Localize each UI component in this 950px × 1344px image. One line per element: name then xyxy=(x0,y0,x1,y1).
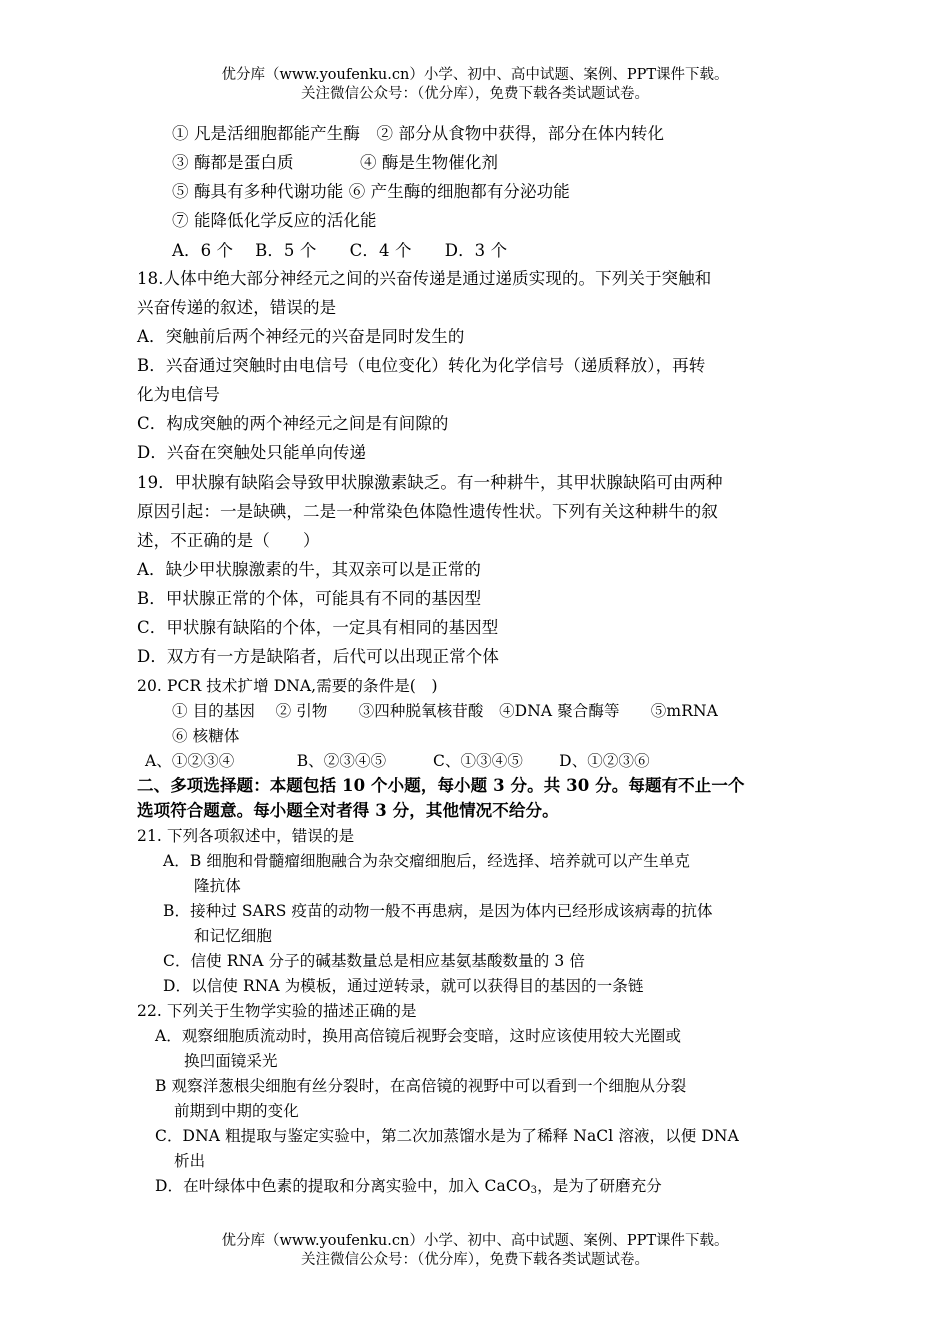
q19-stem-1: 19．甲状腺有缺陷会导致甲状腺激素缺乏。有一种耕牛，其甲状腺缺陷可由两种 xyxy=(137,473,723,492)
q20-stem: 20. PCR 技术扩增 DNA,需要的条件是( ) xyxy=(137,677,438,695)
q22-stem: 22. 下列关于生物学实验的描述正确的是 xyxy=(137,1002,417,1020)
q22-option-c-1: C．DNA 粗提取与鉴定实验中，第二次加蒸馏水是为了稀释 NaCl 溶液，以便 DNA xyxy=(155,1127,739,1145)
q21-option-d: D．以信使 RNA 为模板，通过逆转录，就可以获得目的基因的一条链 xyxy=(163,977,644,995)
q17-statement-2: ③ 酶都是蛋白质 ④ 酶是生物催化剂 xyxy=(172,153,499,172)
q22-option-b-2: 前期到中期的变化 xyxy=(174,1102,299,1120)
header-line-1: 优分库（www.youfenku.cn）小学、初中、高中试题、案例、PPT课件下载。 xyxy=(221,67,729,83)
q22-option-c-2: 析出 xyxy=(174,1152,206,1170)
q22-option-d xyxy=(155,1175,662,1197)
q21-option-c: C．信使 RNA 分子的碱基数量总是相应基氨基酸数量的 3 倍 xyxy=(163,952,585,970)
q18-option-b-2: 化为电信号 xyxy=(137,385,220,404)
q18-option-b-1: B．兴奋通过突触时由电信号（电位变化）转化为化学信号（递质释放），再转 xyxy=(137,356,706,375)
q22-option-d-text: D．在叶绿体中色素的提取和分离实验中，加入 CaCO xyxy=(155,1177,531,1195)
q20-items-1: ① 目的基因 ② 引物 ③四种脱氧核苷酸 ④DNA 聚合酶等 ⑤mRNA xyxy=(172,702,718,720)
q22-option-a-2: 换凹面镜采光 xyxy=(184,1052,278,1070)
footer-line-1: 优分库（www.youfenku.cn）小学、初中、高中试题、案例、PPT课件下载。 xyxy=(221,1233,729,1249)
q21-option-b-1: B．接种过 SARS 疫苗的动物一般不再患病，是因为体内已经形成该病毒的抗体 xyxy=(163,902,713,920)
q19-option-b: B．甲状腺正常的个体，可能具有不同的基因型 xyxy=(137,589,482,608)
section2-heading-1: 二、多项选择题：本题包括 10 个小题，每小题 3 分。共 30 分。每题有不止一个 xyxy=(137,776,745,795)
q19-option-a: A．缺少甲状腺激素的牛，其双亲可以是正常的 xyxy=(137,560,482,579)
q19-option-c: C．甲状腺有缺陷的个体，一定具有相同的基因型 xyxy=(137,618,499,637)
q18-option-a: A．突触前后两个神经元的兴奋是同时发生的 xyxy=(137,327,465,346)
section2-heading-2: 选项符合题意。每小题全对者得 3 分，其他情况不给分。 xyxy=(137,801,559,820)
q18-stem-2: 兴奋传递的叙述，错误的是 xyxy=(137,298,337,317)
q17-statement-4: ⑦ 能降低化学反应的活化能 xyxy=(172,211,377,230)
q22-option-b-1: B 观察洋葱根尖细胞有丝分裂时，在高倍镜的视野中可以看到一个细胞从分裂 xyxy=(155,1077,687,1095)
q18-stem-1: 18.人体中绝大部分神经元之间的兴奋传递是通过递质实现的。下列关于突触和 xyxy=(137,269,712,288)
q20-items-2: ⑥ 核糖体 xyxy=(172,727,240,745)
q19-stem-3: 述，不正确的是（ ） xyxy=(137,531,320,550)
q22-option-d-text-end: ，是为了研磨充分 xyxy=(537,1177,662,1195)
q19-option-d: D．双方有一方是缺陷者，后代可以出现正常个体 xyxy=(137,647,499,666)
q20-options: A、①②③④ B、②③④⑤ C、①③④⑤ D、①②③⑥ xyxy=(145,752,650,770)
q21-option-b-2: 和记忆细胞 xyxy=(194,927,273,945)
q19-stem-2: 原因引起：一是缺碘，二是一种常染色体隐性遗传性状。下列有关这种耕牛的叙 xyxy=(137,502,718,521)
q17-statement-3: ⑤ 酶具有多种代谢功能 ⑥ 产生酶的细胞都有分泌功能 xyxy=(172,182,570,201)
footer-line-2: 关注微信公众号：（优分库），免费下载各类试题试卷。 xyxy=(301,1252,649,1268)
q21-option-a-1: A．B 细胞和骨髓瘤细胞融合为杂交瘤细胞后，经选择、培养就可以产生单克 xyxy=(163,852,691,870)
q18-option-c: C．构成突触的两个神经元之间是有间隙的 xyxy=(137,414,449,433)
header-line-2: 关注微信公众号：（优分库），免费下载各类试题试卷。 xyxy=(301,86,649,102)
q17-statement-1: ① 凡是活细胞都能产生酶 ② 部分从食物中获得，部分在体内转化 xyxy=(172,124,665,143)
q21-stem: 21. 下列各项叙述中，错误的是 xyxy=(137,827,355,845)
q18-option-d: D．兴奋在突触处只能单向传递 xyxy=(137,443,367,462)
q22-option-d-subscript: 3 xyxy=(530,1185,538,1196)
q22-option-a-1: A．观察细胞质流动时，换用高倍镜后视野会变暗，这时应该使用较大光圈或 xyxy=(155,1027,682,1045)
q21-option-a-2: 隆抗体 xyxy=(194,877,241,895)
q17-options: A．6 个 B．5 个 C．4 个 D．3 个 xyxy=(172,241,508,260)
